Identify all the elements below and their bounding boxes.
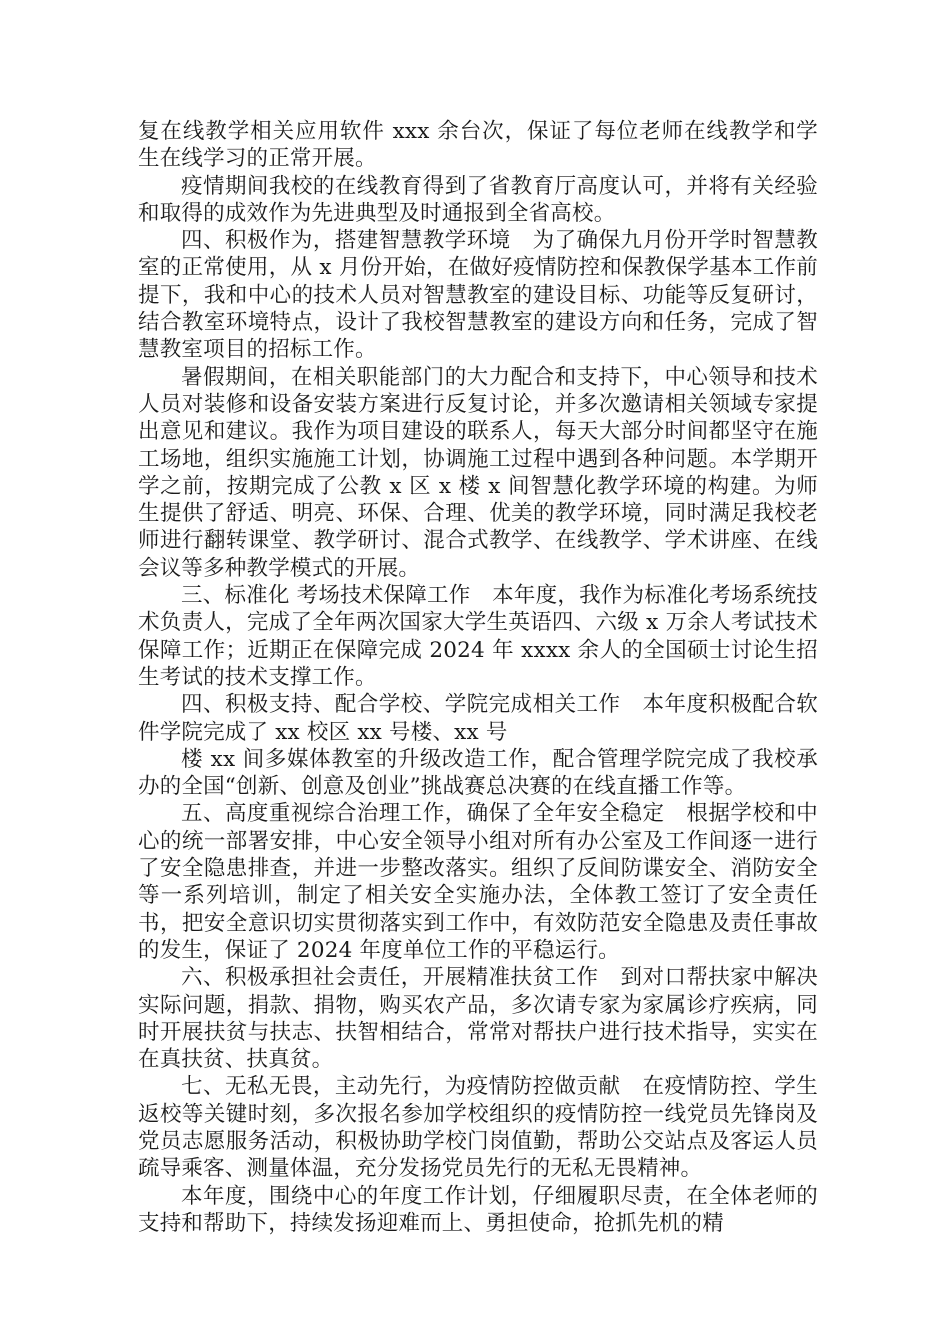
paragraph-3: 四、积极作为，搭建智慧教学环境 为了确保九月份开学时智慧教室的正常使用，从 x 月份开始，在做好疫情防控和保教保学基本工作前提下，我和中心的技术人员对智慧教室的建设目标、功能等反复研讨，结合教室环境特点，设计了我校智慧教室的建设方向和任务，完成了智慧教室项目的招标工作。 bbox=[138, 228, 818, 363]
paragraph-7: 楼 xx 间多媒体教室的升级改造工作，配合管理学院完成了我校承办的全国“创新、创意及创业”挑战赛总决赛的在线直播工作等。 bbox=[138, 746, 818, 800]
paragraph-6: 四、积极支持、配合学校、学院完成相关工作 本年度积极配合软件学院完成了 xx 校区 xx 号楼、xx 号 bbox=[138, 692, 818, 745]
paragraph-5: 三、标准化 考场技术保障工作 本年度，我作为标准化考场系统技术负责人，完成了全年两次国家大学生英语四、六级 x 万余人考试技术保障工作；近期正在保障完成 2024 年 xxxx 余人的全国硕士讨论生招生考试的技术支撑工作。 bbox=[138, 583, 818, 690]
paragraph-4: 暑假期间，在相关职能部门的大力配合和支持下，中心领导和技术人员对装修和设备安装方案进行反复讨论，并多次邀请相关领域专家提出意见和建议。我作为项目建设的联系人，每天大部分时间都坚守在施工场地，组织实施施工计划，协调施工过程中遇到各种问题。本学期开学之前，按期完成了公教 x 区 x 楼 x 间智慧化教学环境的构建。为师生提供了舒适、明亮、环保、合理、优美的教学环境，同时满足我校老师进行翻转课堂、教学研讨、混合式教学、在线教学、学术讲座、在线会议等多种教学模式的开展。 bbox=[138, 364, 818, 581]
paragraph-9: 六、积极承担社会责任，开展精准扶贫工作 到对口帮扶家中解决实际问题，捐款、捐物，购买农产品，多次请专家为家属诊疗疾病，同时开展扶贫与扶志、扶智相结合，常常对帮扶户进行技术指导，实实在在真扶贫、扶真贫。 bbox=[138, 965, 818, 1073]
paragraph-2: 疫情期间我校的在线教育得到了省教育厅高度认可，并将有关经验和取得的成效作为先进典型及时通报到全省高校。 bbox=[138, 173, 818, 226]
paragraph-11: 本年度，围绕中心的年度工作计划，仔细履职尽责，在全体老师的支持和帮助下，持续发扬迎难而上、勇担使命，抢抓先机的精 bbox=[138, 1183, 818, 1236]
paragraph-1: 复在线教学相关应用软件 xxx 余台次，保证了每位老师在线教学和学生在线学习的正常开展。 bbox=[138, 119, 818, 172]
paragraph-8: 五、高度重视综合治理工作，确保了全年安全稳定 根据学校和中心的统一部署安排，中心安全领导小组对所有办公室及工作间逐一进行了安全隐患排查，并进一步整改落实。组织了反间防谍安全、消防安全等一系列培训，制定了相关安全实施办法，全体教工签订了安全责任书，把安全意识切实贯彻落实到工作中，有效防范安全隐患及责任事故的发生，保证了 2024 年度单位工作的平稳运行。 bbox=[138, 801, 818, 963]
document-body bbox=[138, 118, 818, 1237]
paragraph-10: 七、无私无畏，主动先行，为疫情防控做贡献 在疫情防控、学生返校等关键时刻，多次报名参加学校组织的疫情防控一线党员先锋岗及党员志愿服务活动，积极协助学校门岗值勤，帮助公交站点及客运人员疏导乘客、测量体温，充分发扬党员先行的无私无畏精神。 bbox=[138, 1074, 818, 1182]
